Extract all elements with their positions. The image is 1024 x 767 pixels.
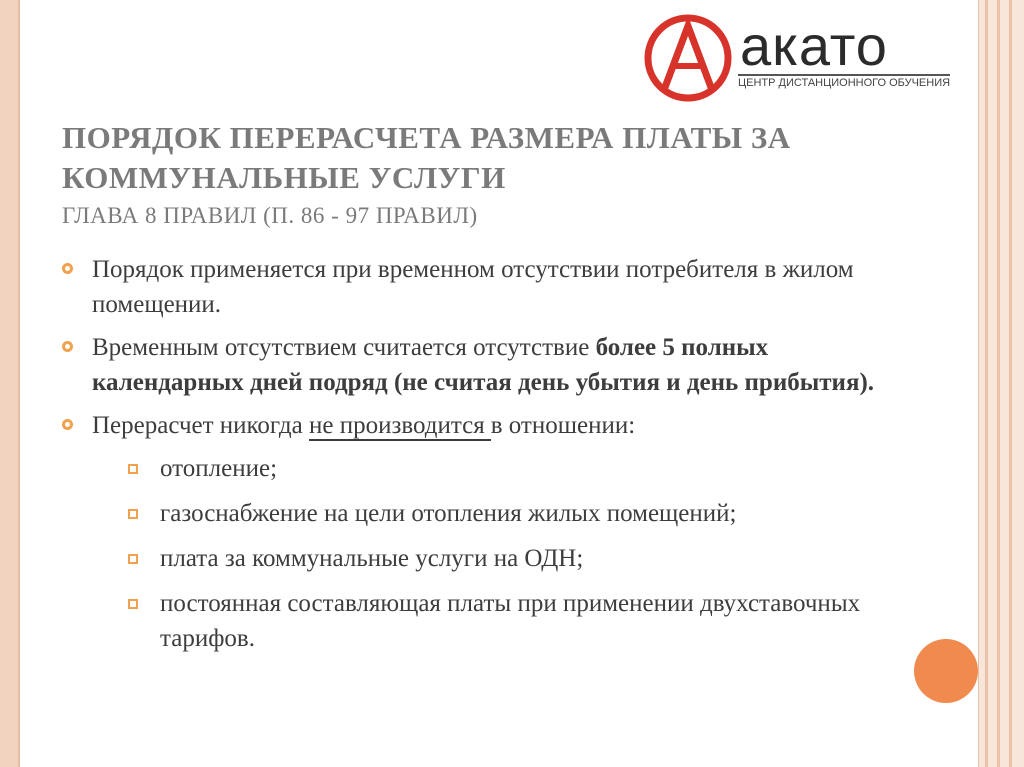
bullet-text: Порядок применяется при временном отсутствии потребителя в жилом помещении. <box>92 256 854 318</box>
underlined-text: не производится <box>309 412 491 441</box>
logo-tagline: ЦЕНТР ДИСТАНЦИОННОГО ОБУЧЕНИЯ <box>738 74 950 89</box>
decorative-stripe <box>1009 0 1012 767</box>
bullet-bold-text: более 5 полных календарных дней подряд (не считая день убытия и день прибытия). <box>92 334 875 396</box>
square-bullet-icon <box>128 554 138 564</box>
slide-title <box>62 118 822 234</box>
sub-item-text: отопление; <box>160 455 278 482</box>
logo-wordmark: акато <box>740 14 888 77</box>
bullet-item <box>60 330 880 400</box>
sub-item-text: газоснабжение на цели отопления жилых помещений; <box>160 500 737 527</box>
square-bullet-icon <box>128 599 138 609</box>
ring-bullet-icon <box>62 341 73 352</box>
ring-bullet-icon <box>62 263 73 274</box>
square-bullet-icon <box>128 464 138 474</box>
sub-item <box>60 586 880 656</box>
square-bullet-icon <box>128 509 138 519</box>
sub-item <box>60 451 880 486</box>
sub-item-text: плата за коммунальные услуги на ОДН; <box>160 545 584 572</box>
bullet-text: Временным отсутствием считается отсутствие <box>92 334 596 361</box>
left-frame-strip <box>0 0 20 767</box>
title-line-2: КОММУНАЛЬНЫЕ УСЛУГИ <box>62 160 506 195</box>
bullet-item <box>60 252 880 322</box>
bullet-text: в отношении: <box>490 412 636 439</box>
ring-bullet-icon <box>62 419 73 430</box>
slide-canvas <box>20 0 979 767</box>
logo <box>640 8 990 108</box>
decorative-stripe <box>997 0 1000 767</box>
sub-item <box>60 541 880 576</box>
title-line-1: ПОРЯДОК ПЕРЕРАСЧЕТА РАЗМЕРА ПЛАТЫ ЗА <box>62 120 791 155</box>
akato-logo-mark-icon <box>642 12 734 104</box>
decorative-stripe <box>985 0 988 767</box>
bullet-text: Перерасчет никогда <box>92 412 309 439</box>
slide-subtitle: ГЛАВА 8 ПРАВИЛ (П. 86 - 97 ПРАВИЛ) <box>62 203 478 228</box>
sub-item <box>60 496 880 531</box>
sub-item-text: постоянная составляющая платы при применении двухставочных тарифов. <box>160 590 861 652</box>
orange-circle-decoration <box>914 639 978 703</box>
bullet-item <box>60 408 880 443</box>
slide-content <box>60 252 880 666</box>
